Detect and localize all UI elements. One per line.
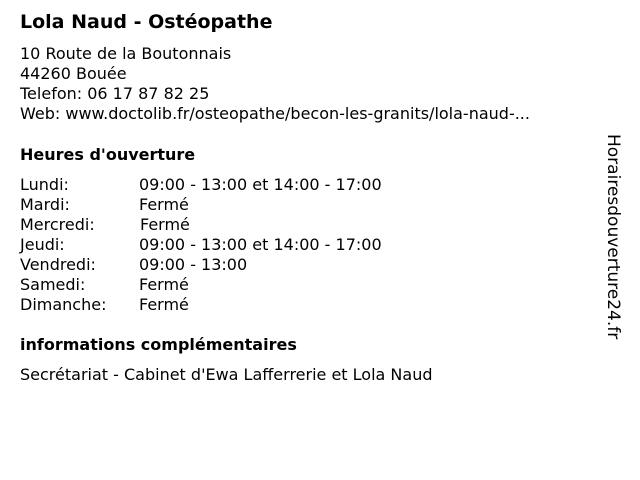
- day-label: Mardi:: [20, 195, 70, 214]
- hours-row-friday: [20, 255, 500, 275]
- time-value: Fermé: [139, 295, 189, 314]
- hours-row-tuesday: [20, 195, 500, 215]
- additional-info-text: Secrétariat - Cabinet d'Ewa Lafferrerie et Lola Naud: [20, 365, 433, 384]
- address-street: 10 Route de la Boutonnais: [20, 44, 232, 63]
- website-link[interactable]: Web: www.doctolib.fr/osteopathe/becon-les-granits/lola-naud-...: [20, 104, 530, 123]
- opening-hours-table: [20, 175, 500, 315]
- page-title: Lola Naud - Ostéopathe: [20, 11, 273, 33]
- time-value: 09:00 - 13:00 et 14:00 - 17:00: [139, 235, 382, 254]
- day-label: Dimanche:: [20, 295, 107, 314]
- day-label: Lundi:: [20, 175, 69, 194]
- additional-info-heading: informations complémentaires: [20, 335, 297, 354]
- address-city: 44260 Bouée: [20, 64, 127, 83]
- hours-row-saturday: [20, 275, 500, 295]
- contact-block: [20, 44, 530, 124]
- time-value: Fermé: [139, 275, 189, 294]
- opening-hours-heading: Heures d'ouverture: [20, 145, 196, 164]
- phone-number: Telefon: 06 17 87 82 25: [20, 84, 210, 103]
- site-watermark: Horairesdouverture24.fr: [603, 134, 623, 340]
- day-label: Samedi:: [20, 275, 86, 294]
- hours-row-wednesday: [20, 215, 500, 235]
- time-value: Fermé: [139, 195, 189, 214]
- hours-row-monday: [20, 175, 500, 195]
- day-label: Vendredi:: [20, 255, 96, 274]
- time-value: 09:00 - 13:00: [139, 255, 248, 274]
- day-label: Jeudi:: [20, 235, 65, 254]
- time-value: 09:00 - 13:00 et 14:00 - 17:00: [139, 175, 382, 194]
- hours-row-thursday: [20, 235, 500, 255]
- hours-row-sunday: [20, 295, 500, 315]
- day-label: Mercredi:: [20, 215, 95, 234]
- time-value: Fermé: [140, 215, 190, 234]
